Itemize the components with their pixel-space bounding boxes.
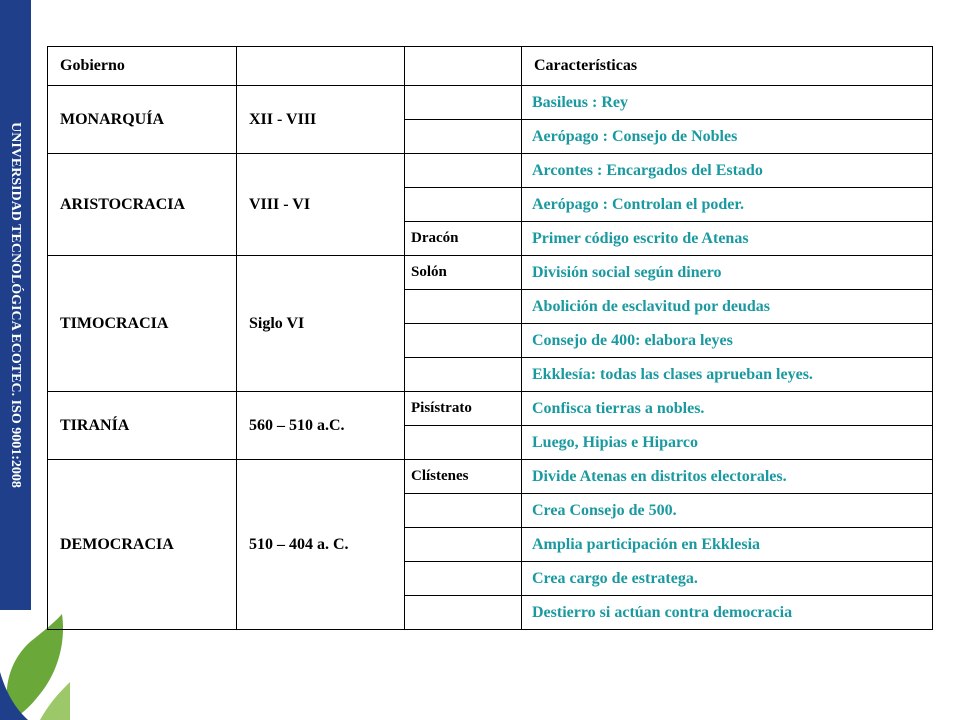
table-row [48, 460, 933, 494]
characteristic-cell: Luego, Hipias e Hiparco [522, 426, 933, 460]
characteristic-cell: Aerópago : Controlan el poder. [522, 188, 933, 222]
period-cell: 560 – 510 a.C. [237, 392, 405, 460]
person-cell: Solón [405, 256, 522, 290]
characteristic-cell: Confisca tierras a nobles. [522, 392, 933, 426]
characteristic-cell: Destierro si actúan contra democracia [522, 596, 933, 630]
person-cell [405, 86, 522, 120]
table-row [48, 256, 933, 290]
person-cell [405, 358, 522, 392]
person-cell [405, 154, 522, 188]
person-cell [405, 290, 522, 324]
table-row [48, 86, 933, 120]
sidebar-text: UNIVERSIDAD TECNOLÓGICA ECOTEC. ISO 9001:2008 [8, 122, 23, 488]
characteristic-cell: Basileus : Rey [522, 86, 933, 120]
characteristic-cell: Amplia participación en Ekklesia [522, 528, 933, 562]
characteristic-cell: Crea Consejo de 500. [522, 494, 933, 528]
period-cell: VIII - VI [237, 154, 405, 256]
person-cell [405, 596, 522, 630]
person-cell [405, 324, 522, 358]
table-header-row [48, 47, 933, 86]
government-type-cell: DEMOCRACIA [48, 460, 237, 630]
person-cell [405, 562, 522, 596]
characteristic-cell: Divide Atenas en distritos electorales. [522, 460, 933, 494]
characteristic-cell: Arcontes : Encargados del Estado [522, 154, 933, 188]
person-cell [405, 426, 522, 460]
government-type-cell: MONARQUÍA [48, 86, 237, 154]
period-cell: XII - VIII [237, 86, 405, 154]
person-cell: Dracón [405, 222, 522, 256]
characteristic-cell: Consejo de 400: elabora leyes [522, 324, 933, 358]
government-table [47, 46, 933, 630]
header-empty-2 [405, 47, 522, 86]
person-cell [405, 188, 522, 222]
person-cell [405, 494, 522, 528]
person-cell [405, 120, 522, 154]
characteristic-cell: Aerópago : Consejo de Nobles [522, 120, 933, 154]
header-gobierno: Gobierno [48, 47, 237, 86]
characteristic-cell: Ekklesía: todas las clases aprueban leyes. [522, 358, 933, 392]
person-cell: Clístenes [405, 460, 522, 494]
government-type-cell: ARISTOCRACIA [48, 154, 237, 256]
period-cell: 510 – 404 a. C. [237, 460, 405, 630]
characteristic-cell: Crea cargo de estratega. [522, 562, 933, 596]
sidebar-banner [0, 0, 31, 610]
header-caracteristicas: Características [522, 47, 933, 86]
characteristic-cell: Primer código escrito de Atenas [522, 222, 933, 256]
header-empty-1 [237, 47, 405, 86]
characteristic-cell: Abolición de esclavitud por deudas [522, 290, 933, 324]
table-row [48, 392, 933, 426]
period-cell: Siglo VI [237, 256, 405, 392]
government-type-cell: TIRANÍA [48, 392, 237, 460]
characteristic-cell: División social según dinero [522, 256, 933, 290]
person-cell: Pisístrato [405, 392, 522, 426]
government-type-cell: TIMOCRACIA [48, 256, 237, 392]
person-cell [405, 528, 522, 562]
table-row [48, 154, 933, 188]
